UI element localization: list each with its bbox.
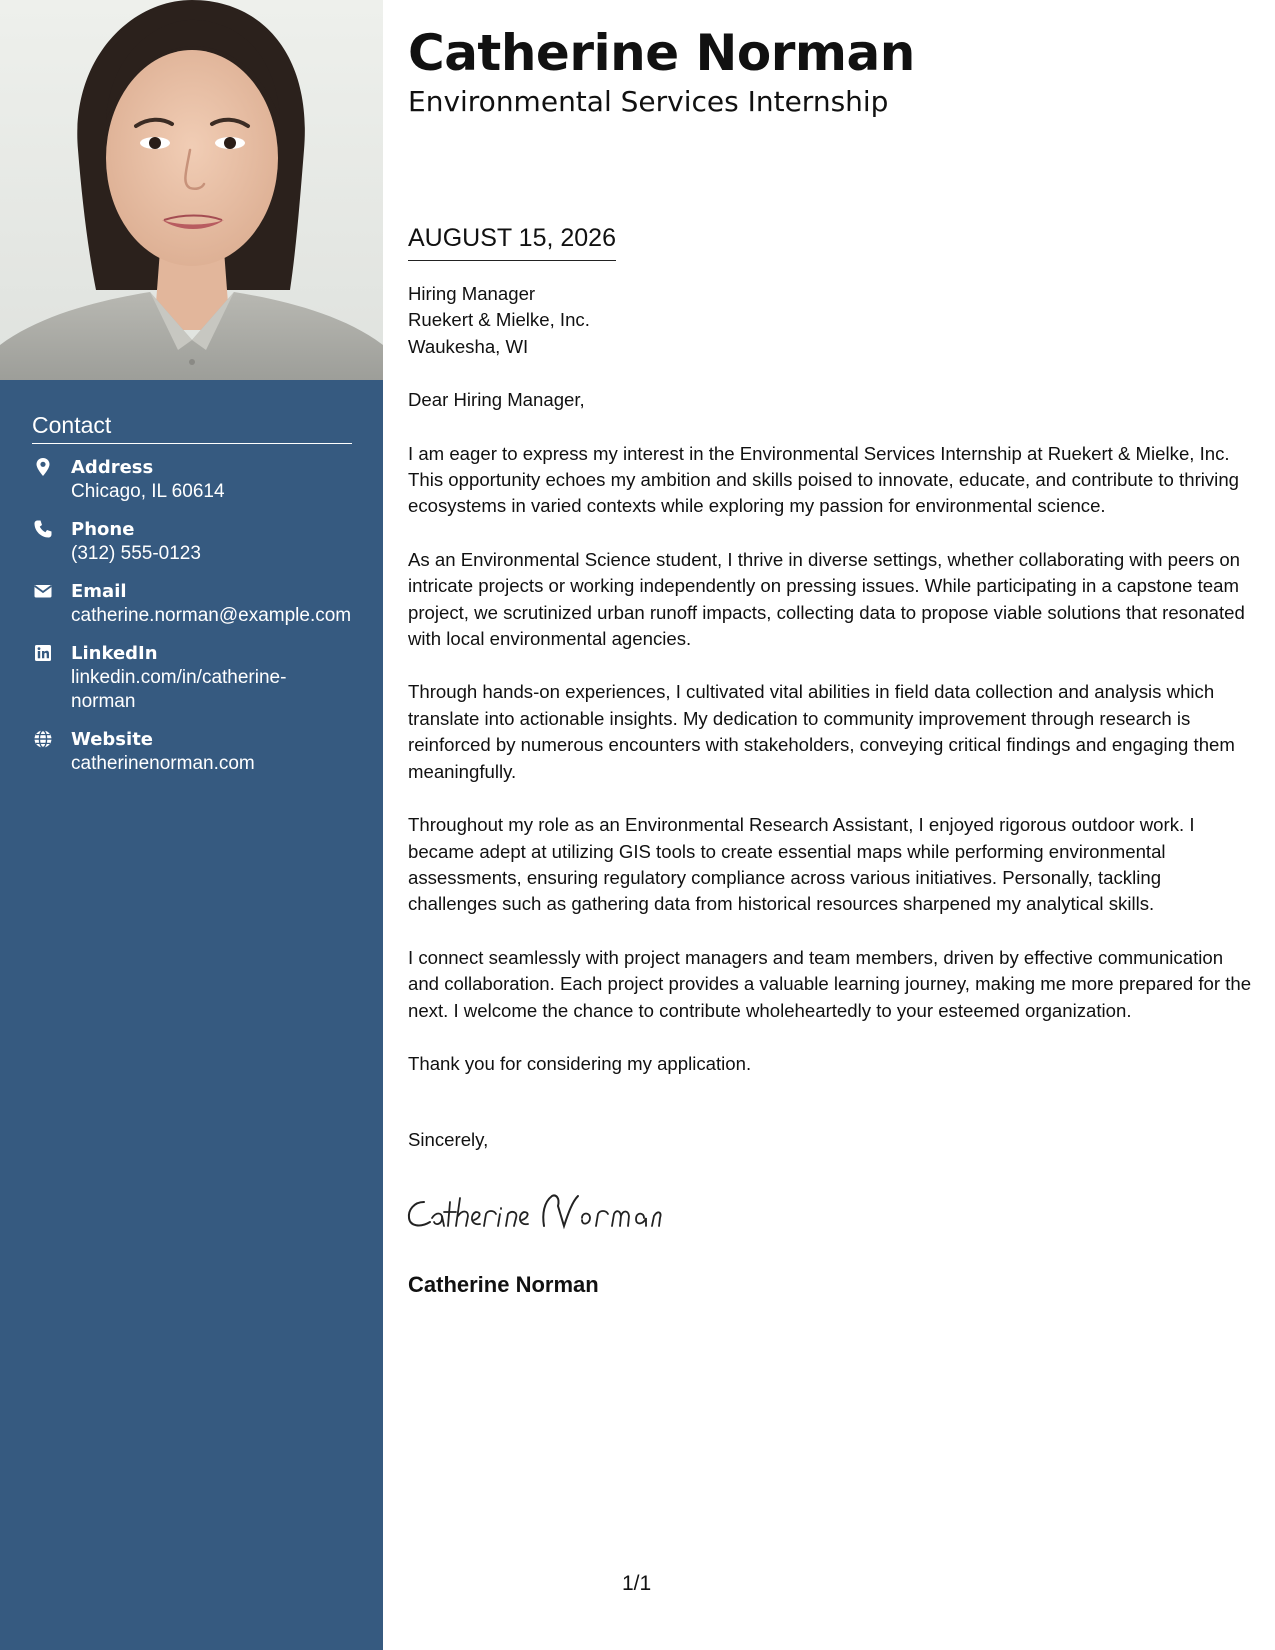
handwritten-signature [406,1188,676,1234]
envelope-icon [33,581,53,601]
contact-item-email [32,580,352,628]
contact-item-website [32,728,352,776]
paragraph-skills: Through hands-on experiences, I cultivated vital abilities in field data collection and analysis which translate into actionable insights. My dedication to community improvement through research is reinforced by numerous encounters with stakeholders, conveying critical findings and engaging them meaningfully. [408,681,1235,782]
salutation: Dear Hiring Manager, [408,389,585,411]
paragraph-collaboration: I connect seamlessly with project managers and team members, driven by effective communication and collaboration. Each project provides a valuable learning journey, making me more prepared for the next. I welcome the chance to contribute wholeheartedly to your esteemed organization. [408,946,1252,1021]
closing: Sincerely, [408,1129,489,1150]
contact-item-linkedin [32,642,352,714]
applicant-name: Catherine Norman [408,24,915,82]
paragraph-thanks: Thank you for considering my application. [408,1052,752,1074]
sidebar [0,0,383,1650]
recipient-company: Ruekert & Mielke, Inc. [408,309,590,331]
signed-name: Catherine Norman [408,1272,599,1297]
phone-value[interactable]: (312) 555-0123 [71,543,201,564]
address-value: Chicago, IL 60614 [71,481,225,502]
recipient-block [408,281,1253,360]
letter-date: AUGUST 15, 2026 [408,222,616,261]
paragraph-education: As an Environmental Science student, I thrive in diverse settings, whether collaborating with peers on intricate projects or working independently on pressing issues. While participating in a capstone team project, we scrutinized urban runoff impacts, collecting data to propose viable solutions that resonated with local environmental agencies. [408,548,1245,650]
profile-photo [0,0,383,380]
contact-item-address [32,456,352,504]
position-title: Environmental Services Internship [408,85,889,118]
contact-list [32,456,352,776]
email-value[interactable]: catherine.norman@example.com [71,605,352,626]
paragraph-experience: Throughout my role as an Environmental Research Assistant, I enjoyed rigorous outdoor work. I became adept at utilizing GIS tools to create essential maps while performing environmental assessments, ensuring regulatory compliance across various initiatives. Personally, tackling challenges such as gathering data from historical resources sharpened my analytical skills. [408,814,1195,915]
globe-icon [33,729,53,749]
contact-section [32,412,352,790]
contact-item-phone [32,518,352,566]
linkedin-icon [33,643,53,663]
map-pin-icon [33,457,53,477]
paragraph-intro: I am eager to express my interest in the Environmental Services Internship at Ruekert & Mielke, Inc. This opportunity echoes my ambition and skills poised to innovate, educate, and contribute to thriving ecosystems in varied contexts while exploring my passion for environmental science. [408,442,1239,517]
linkedin-value[interactable]: linkedin.com/in/catherine-norman [71,667,287,712]
email-label: Email [71,581,127,602]
website-label: Website [71,729,154,750]
letter-body [408,281,1253,1077]
address-label: Address [71,457,154,478]
portrait-photo [0,0,383,380]
contact-heading: Contact [32,412,352,444]
phone-label: Phone [71,519,135,540]
website-value[interactable]: catherinenorman.com [71,753,255,774]
recipient-title: Hiring Manager [408,283,536,304]
page-number: 1/1 [622,1572,652,1595]
recipient-location: Waukesha, WI [408,335,529,357]
linkedin-label: LinkedIn [71,643,158,664]
phone-icon [33,519,53,539]
